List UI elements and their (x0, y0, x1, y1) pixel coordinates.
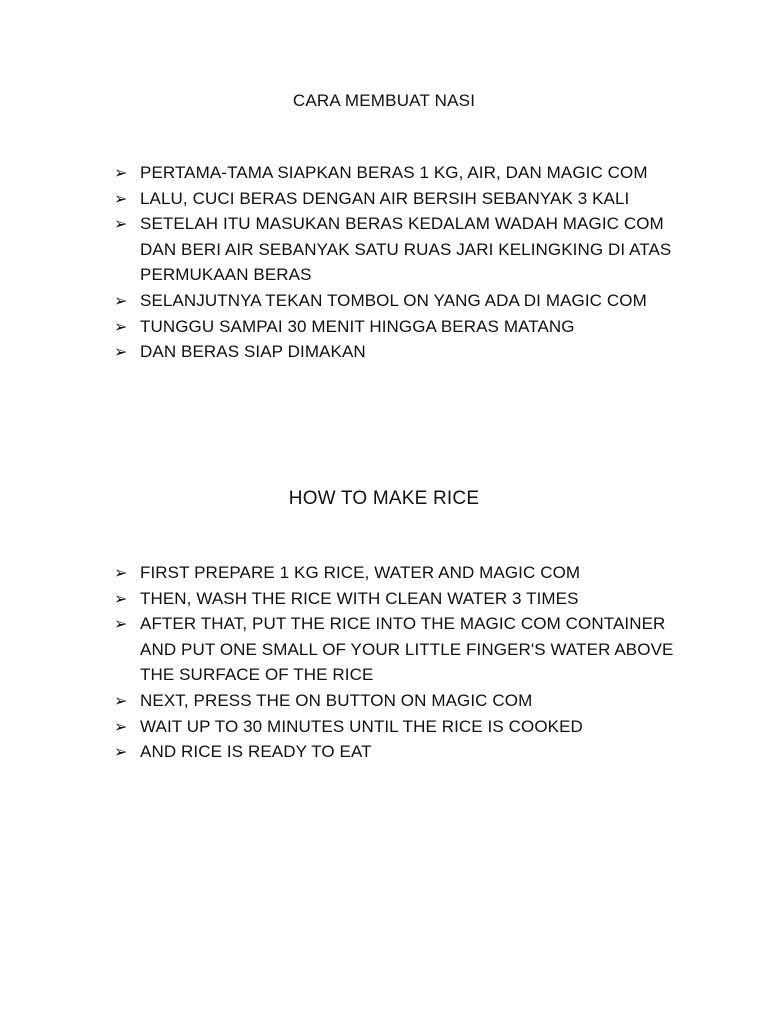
list-item-text: LALU, CUCI BERAS DENGAN AIR BERSIH SEBANYAK 3 KALI (140, 188, 630, 208)
list-item (114, 211, 674, 288)
list-item-text: SELANJUTNYA TEKAN TOMBOL ON YANG ADA DI MAGIC COM (140, 290, 647, 310)
instruction-list (114, 560, 674, 765)
instruction-list (114, 160, 674, 365)
arrowhead-bullet-icon: ➢ (114, 163, 128, 182)
recipe-section-english (0, 486, 768, 762)
section-heading: CARA MEMBUAT NASI (292, 91, 476, 110)
list-item (114, 186, 674, 212)
list-item (114, 739, 674, 765)
list-item-text: FIRST PREPARE 1 KG RICE, WATER AND MAGIC COM (140, 563, 581, 582)
section-heading: HOW TO MAKE RICE (288, 488, 480, 509)
arrowhead-bullet-icon: ➢ (114, 563, 128, 582)
recipe-section-indonesian (0, 90, 768, 362)
list-item (114, 160, 674, 186)
list-item-text: AFTER THAT, PUT THE RICE INTO THE MAGIC COM CONTAINER AND PUT ONE SMALL OF YOUR LITTLE FINGER'S WATER ABOVE THE SURFACE OF THE RICE (140, 614, 674, 685)
list-item-text: AND RICE IS READY TO EAT (140, 742, 372, 762)
list-item (114, 688, 674, 714)
arrowhead-bullet-icon: ➢ (114, 588, 128, 608)
list-item-text: WAIT UP TO 30 MINUTES UNTIL THE RICE IS COOKED (140, 716, 583, 736)
arrowhead-bullet-icon: ➢ (114, 716, 128, 736)
list-item (114, 288, 674, 314)
list-item-text: THEN, WASH THE RICE WITH CLEAN WATER 3 TIMES (140, 588, 579, 608)
list-item-text: TUNGGU SAMPAI 30 MENIT HINGGA BERAS MATANG (140, 316, 575, 336)
arrowhead-bullet-icon: ➢ (114, 614, 128, 634)
arrowhead-bullet-icon: ➢ (114, 342, 128, 362)
list-item (114, 611, 674, 688)
arrowhead-bullet-icon: ➢ (114, 690, 128, 710)
list-item-text: PERTAMA-TAMA SIAPKAN BERAS 1 KG, AIR, DAN MAGIC COM (140, 163, 648, 182)
arrowhead-bullet-icon: ➢ (114, 214, 128, 234)
list-item-text: NEXT, PRESS THE ON BUTTON ON MAGIC COM (140, 690, 533, 710)
arrowhead-bullet-icon: ➢ (114, 742, 128, 762)
list-item (114, 314, 674, 340)
list-item (114, 586, 674, 612)
arrowhead-bullet-icon: ➢ (114, 290, 128, 310)
list-item-text: SETELAH ITU MASUKAN BERAS KEDALAM WADAH MAGIC COM DAN BERI AIR SEBANYAK SATU RUAS JARI KELINGKING DI ATAS PERMUKAAN BERAS (140, 214, 672, 285)
list-item (114, 339, 674, 365)
arrowhead-bullet-icon: ➢ (114, 316, 128, 336)
list-item-text: DAN BERAS SIAP DIMAKAN (140, 342, 366, 362)
list-item (114, 560, 674, 586)
list-item (114, 714, 674, 740)
arrowhead-bullet-icon: ➢ (114, 188, 128, 208)
